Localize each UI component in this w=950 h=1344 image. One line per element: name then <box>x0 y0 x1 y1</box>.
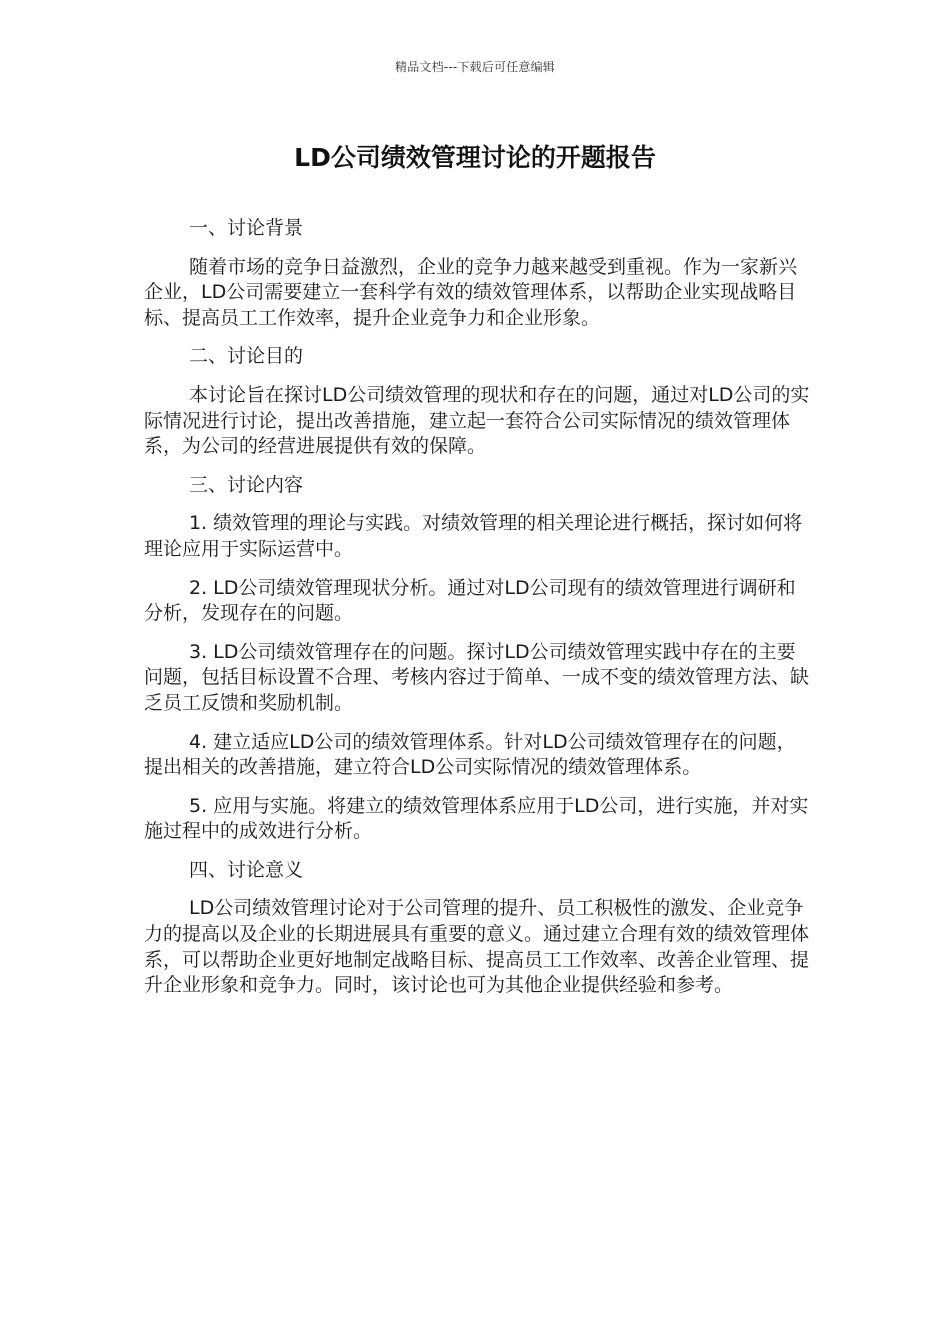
content-item-5: 5. 应用与实施。将建立的绩效管理体系应用于LD公司，进行实施，并对实施过程中的成效进行分析。 <box>144 794 809 843</box>
section-heading-content: 三、讨论内容 <box>189 473 304 496</box>
document-title: LD公司绩效管理讨论的开题报告 <box>294 143 656 172</box>
paragraph-background: 随着市场的竞争日益激烈，企业的竞争力越来越受到重视。作为一家新兴企业，LD公司需要建立一套科学有效的绩效管理体系，以帮助企业实现战略目标、提高员工工作效率，提升企业竞争力和企业形象。 <box>144 255 798 329</box>
document-body <box>144 216 814 1012</box>
content-item-3: 3. LD公司绩效管理存在的问题。探讨LD公司绩效管理实践中存在的主要问题，包括目标设置不合理、考核内容过于简单、一成不变的绩效管理方法、缺乏员工反馈和奖励机制。 <box>144 640 810 714</box>
content-item-4: 4. 建立适应LD公司的绩效管理体系。针对LD公司绩效管理存在的问题，提出相关的改善措施，建立符合LD公司实际情况的绩效管理体系。 <box>144 730 796 779</box>
paragraph-purpose: 本讨论旨在探讨LD公司绩效管理的现状和存在的问题，通过对LD公司的实际情况进行讨论，提出改善措施，建立起一套符合公司实际情况的绩效管理体系，为公司的经营进展提供有效的保障。 <box>144 383 810 458</box>
section-heading-background: 一、讨论背景 <box>189 217 304 239</box>
content-item-2: 2. LD公司绩效管理现状分析。通过对LD公司现有的绩效管理进行调研和分析，发现存在的问题。 <box>144 576 796 625</box>
section-heading-significance: 四、讨论意义 <box>189 858 304 881</box>
section-heading-purpose: 二、讨论目的 <box>189 345 304 368</box>
content-item-1: 1. 绩效管理的理论与实践。对绩效管理的相关理论进行概括，探讨如何将理论应用于实际运营中。 <box>144 512 803 560</box>
header-note: 精品文档---下载后可任意编辑 <box>395 60 555 74</box>
paragraph-significance: LD公司绩效管理讨论对于公司管理的提升、员工积极性的激发、企业竞争力的提高以及企业的长期进展具有重要的意义。通过建立合理有效的绩效管理体系，可以帮助企业更好地制定战略目标、提高员工工作效率、改善企业管理、提升企业形象和竞争力。同时，该讨论也可为其他企业提供经验和参考。 <box>144 897 810 997</box>
